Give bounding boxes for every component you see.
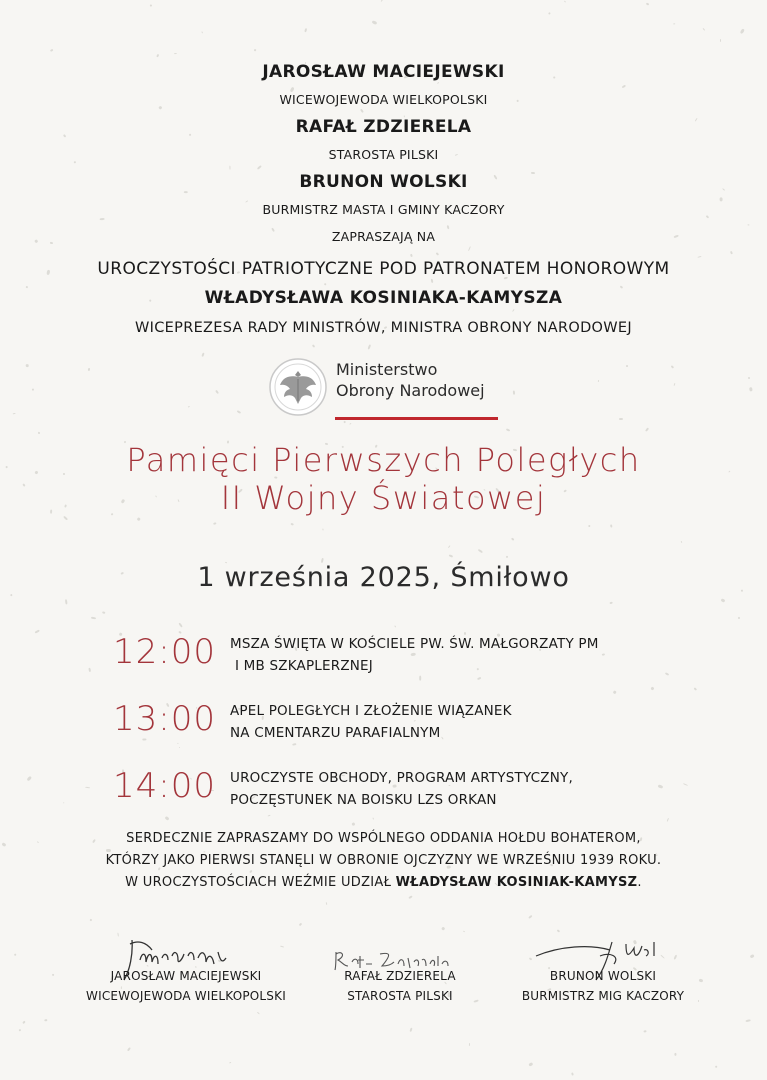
schedule-desc-1b: I MB SZKAPLERZNEJ [235, 658, 373, 674]
paper-speck [619, 418, 623, 420]
paper-speck [323, 529, 324, 531]
host-name-2: RAFAŁ ZDZIERELA [295, 117, 472, 137]
paper-speck [215, 390, 219, 395]
paper-speck [89, 668, 91, 672]
paper-speck [740, 29, 745, 35]
schedule-desc-2b: NA CMENTARZU PARAFIALNYM [230, 725, 441, 741]
schedule-item-2 [230, 700, 512, 744]
ministry-logo [268, 355, 503, 421]
paper-speck [746, 1019, 751, 1022]
paper-speck [448, 554, 452, 557]
paper-speck [350, 423, 352, 425]
paper-speck [407, 895, 412, 899]
schedule-desc-3a: UROCZYSTE OBCHODY, PROGRAM ARTYSTYCZNY, [230, 770, 573, 786]
patron-name: WŁADYSŁAWA KOSINIAKA-KAMYSZA [204, 288, 563, 308]
paper-speck [681, 540, 683, 542]
paper-speck [602, 654, 605, 656]
paper-speck [268, 815, 271, 817]
paper-speck [694, 687, 697, 690]
event-date: 1 września 2025, Śmiłowo [197, 562, 570, 593]
paper-speck [127, 1047, 131, 1051]
paper-speck [229, 1061, 231, 1063]
paper-speck [13, 413, 16, 415]
logo-accent-line [335, 417, 498, 420]
paper-speck [51, 974, 54, 977]
paper-speck [44, 1018, 48, 1021]
paper-speck [512, 537, 515, 540]
closing-line-3-prefix: W UROCZYSTOŚCIACH WEŹMIE UDZIAŁ [125, 875, 396, 890]
paper-speck [611, 524, 613, 527]
paper-speck [229, 166, 230, 170]
paper-speck [557, 930, 561, 933]
paper-speck [85, 787, 90, 789]
signature-name-3: BRUNON WOLSKI [549, 969, 657, 983]
paper-speck [368, 344, 371, 349]
paper-speck [27, 775, 32, 781]
logo-line-2: Obrony Narodowej [336, 381, 485, 400]
paper-speck [26, 364, 29, 367]
paper-speck [683, 783, 688, 786]
host-role-2: STAROSTA PILSKI [328, 147, 439, 162]
paper-speck [715, 1066, 717, 1068]
host-role-3: BURMISTRZ MASTA I GMINY KACZORY [262, 202, 505, 217]
paper-speck [409, 1027, 412, 1032]
paper-speck [49, 49, 53, 53]
paper-speck [644, 1030, 647, 1033]
schedule-desc-2a: APEL POLEGŁYCH I ZŁOŻENIE WIĄZANEK [230, 703, 512, 719]
signature-block-1 [66, 966, 306, 1006]
paper-speck [673, 954, 677, 959]
paper-speck [448, 545, 450, 548]
paper-speck [598, 380, 600, 382]
paper-speck [23, 1020, 27, 1024]
paper-speck [409, 254, 412, 258]
paper-speck [720, 39, 721, 42]
paper-speck [506, 428, 511, 432]
signature-block-3 [483, 966, 723, 1006]
paper-speck [254, 48, 257, 51]
paper-speck [178, 622, 183, 627]
paper-speck [505, 556, 507, 558]
paper-speck [513, 390, 515, 395]
title-line-2: II Wojny Światowej [220, 479, 547, 517]
paper-speck [463, 931, 466, 933]
paper-speck [201, 352, 204, 357]
paper-speck [646, 2, 650, 5]
paper-speck [372, 817, 374, 819]
paper-speck [610, 601, 613, 603]
paper-speck [237, 411, 241, 414]
patron-role: WICEPREZESA RADY MINISTRÓW, MINISTRA OBRONY NARODOWEJ [135, 320, 632, 336]
paper-speck [394, 625, 396, 628]
paper-speck [671, 365, 674, 368]
paper-speck [719, 197, 722, 201]
paper-speck [156, 53, 159, 57]
closing-line-2: KTÓRZY JAKO PIERWSI STANĘLI W OBRONIE OJCZYZNY WE WRZEŚNIU 1939 ROKU. [105, 853, 662, 868]
paper-speck [90, 919, 92, 921]
patronage-line: UROCZYSTOŚCI PATRIOTYCZNE POD PATRONATEM HONOROWYM [97, 259, 670, 279]
paper-speck [588, 525, 591, 528]
paper-speck [305, 28, 308, 32]
signature-name-1: JAROSŁAW MACIEJEWSKI [110, 969, 262, 983]
paper-speck [750, 954, 755, 958]
paper-speck [528, 914, 533, 918]
logo-text [336, 359, 485, 401]
paper-speck [658, 785, 663, 789]
paper-speck [326, 902, 328, 905]
paper-speck [176, 743, 178, 745]
paper-speck [280, 945, 284, 947]
paper-speck [299, 923, 303, 927]
paper-speck [164, 816, 169, 821]
paper-speck [702, 28, 705, 31]
paper-speck [32, 389, 34, 391]
closing-line-3-bold: WŁADYSŁAW KOSINIAK-KAMYSZ [395, 875, 638, 890]
paper-speck [667, 818, 669, 822]
logo-line-1: Ministerstwo [336, 360, 438, 379]
schedule-item-1 [230, 633, 599, 677]
paper-speck [213, 523, 216, 525]
paper-speck [650, 687, 654, 691]
host-name-3: BRUNON WOLSKI [299, 172, 468, 192]
paper-speck [673, 23, 675, 25]
paper-speck [748, 377, 751, 380]
paper-speck [674, 1053, 676, 1056]
paper-speck [201, 31, 203, 34]
paper-speck [62, 802, 64, 804]
paper-speck [188, 405, 190, 407]
paper-speck [738, 617, 741, 620]
paper-speck [19, 1029, 21, 1031]
signature-role-3: BURMISTRZ MIG KACZORY [521, 989, 685, 1003]
closing-line-1: SERDECZNIE ZAPRASZAMY DO WSPÓLNEGO ODDANIA HOŁDU BOHATEROM, [126, 831, 641, 846]
paper-speck [371, 20, 376, 25]
paper-speck [150, 4, 153, 7]
eagle-emblem-icon [268, 357, 328, 417]
paper-speck [290, 523, 293, 526]
schedule-time-2: 13:00 [113, 699, 216, 739]
paper-speck [311, 344, 315, 348]
schedule-time-1: 12:00 [113, 632, 216, 672]
paper-speck [748, 224, 750, 225]
closing-line-3-suffix: . [637, 875, 642, 890]
host-name-1: JAROSŁAW MACIEJEWSKI [262, 62, 505, 82]
paper-speck [14, 954, 17, 957]
paper-speck [137, 518, 141, 522]
schedule-desc-1a: MSZA ŚWIĘTA W KOŚCIELE PW. ŚW. MAŁGORZATY PM [230, 636, 599, 652]
paper-speck [100, 217, 105, 220]
paper-speck [697, 256, 702, 258]
paper-speck [749, 387, 752, 392]
paper-speck [645, 427, 649, 431]
paper-speck [720, 598, 725, 603]
paper-speck [324, 283, 327, 285]
signature-role-2: STAROSTA PILSKI [347, 989, 453, 1003]
closing-line-3 [0, 872, 767, 894]
paper-speck [621, 84, 625, 88]
paper-speck [730, 250, 733, 254]
paper-speck [665, 672, 670, 676]
paper-speck [360, 108, 364, 113]
paper-speck [469, 1043, 471, 1046]
paper-speck [38, 432, 41, 434]
signature-name-2: RAFAŁ ZDZIERELA [344, 969, 456, 983]
paper-speck [352, 822, 356, 826]
paper-speck [142, 739, 146, 741]
paper-speck [102, 611, 105, 613]
schedule-item-3 [230, 767, 573, 811]
paper-speck [35, 629, 40, 633]
paper-speck [436, 252, 439, 255]
paper-speck [174, 53, 177, 54]
paper-speck [256, 164, 261, 169]
paper-speck [441, 927, 445, 931]
paper-speck [612, 691, 616, 695]
paper-speck [626, 365, 628, 368]
paper-speck [88, 368, 91, 371]
paper-speck [512, 309, 514, 312]
paper-speck [179, 747, 180, 748]
paper-speck [380, 0, 383, 2]
paper-speck [564, 0, 566, 2]
paper-speck [674, 383, 676, 386]
title-line-1: Pamięci Pierwszych Poległych [126, 441, 641, 479]
invite-line: ZAPRASZAJĄ NA [331, 229, 436, 244]
paper-speck [528, 1062, 533, 1066]
paper-speck [571, 1072, 574, 1075]
paper-speck [257, 1012, 260, 1014]
signature-role-1: WICEWOJEWODA WIELKOPOLSKI [86, 989, 286, 1003]
paper-speck [65, 599, 67, 604]
paper-speck [478, 549, 483, 553]
schedule-desc-3b: POCZĘSTUNEK NA BOISKU LZS ORKAN [230, 792, 497, 808]
closing-text [0, 828, 767, 894]
paper-speck [10, 594, 13, 597]
paper-speck [468, 246, 471, 251]
paper-speck [90, 616, 95, 619]
paper-speck [430, 279, 433, 284]
paper-speck [548, 12, 551, 15]
schedule-time-3: 14:00 [113, 766, 216, 806]
host-role-1: WICEWOJEWODA WIELKOPOLSKI [279, 92, 488, 107]
